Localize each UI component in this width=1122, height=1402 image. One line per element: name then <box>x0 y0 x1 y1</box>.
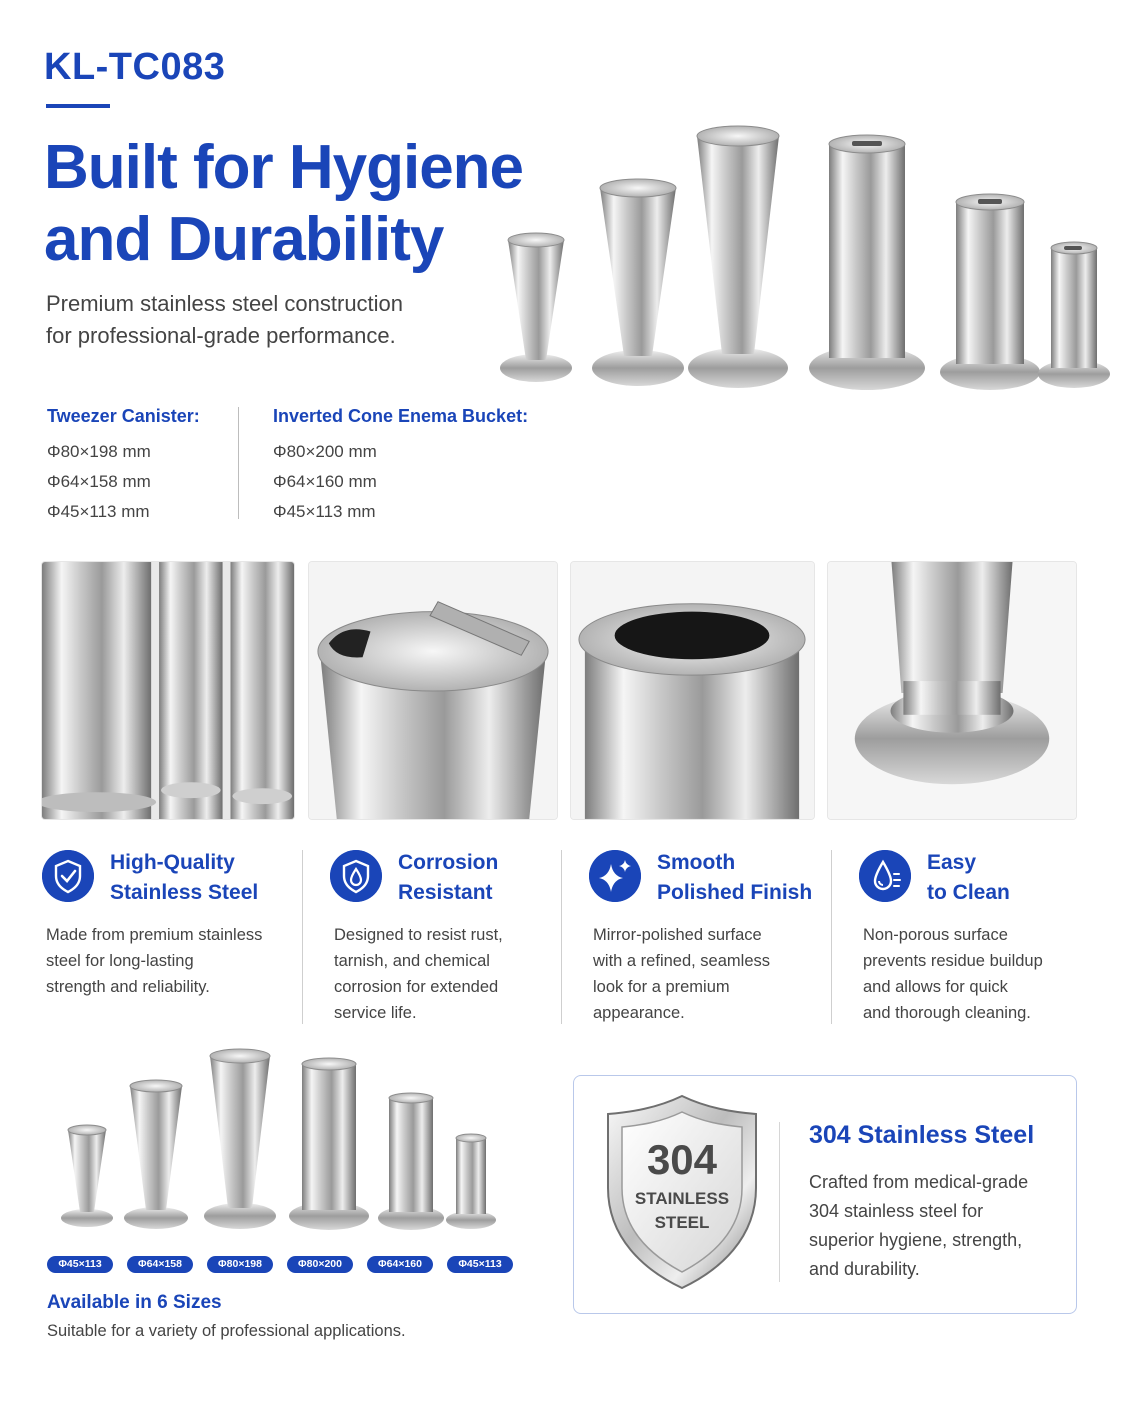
card-title: 304 Stainless Steel <box>809 1121 1035 1149</box>
feature-title-line: Smooth <box>657 851 736 874</box>
card-text-line: and durability. <box>809 1259 920 1279</box>
spec-item: Φ64×158 mm <box>47 472 151 491</box>
headline-line-1: Built for Hygiene <box>44 133 524 202</box>
spec-divider <box>238 407 239 519</box>
feature-divider <box>831 850 832 1024</box>
size-badge: Φ45×113 <box>447 1256 513 1273</box>
size-canister-1 <box>61 1125 113 1227</box>
size-canister-5 <box>378 1093 444 1230</box>
spec-title: Tweezer Canister: <box>47 406 200 426</box>
card-divider <box>779 1122 780 1282</box>
title-underline <box>46 104 110 108</box>
canister-medium-cone <box>592 179 684 386</box>
feature-divider <box>561 850 562 1024</box>
product-model: KL-TC083 <box>44 46 226 88</box>
feature-text-line: Mirror-polished surface <box>593 926 762 944</box>
feature-text-line: with a refined, seamless <box>593 952 770 970</box>
subhead-line-2: for professional-grade performance. <box>46 323 396 348</box>
feature-description <box>334 922 574 1026</box>
page-headline <box>44 132 544 276</box>
page-subheading <box>46 288 466 352</box>
spec-item: Φ80×198 mm <box>47 442 151 461</box>
spec-cone-bucket <box>273 406 528 527</box>
feature-description <box>46 922 286 1000</box>
spec-item: Φ64×160 mm <box>273 472 377 491</box>
shield-line-1: STAINLESS <box>634 1189 730 1208</box>
size-badge: Φ64×158 <box>127 1256 193 1273</box>
size-badge: Φ64×160 <box>367 1256 433 1273</box>
spec-item: Φ80×200 mm <box>273 442 377 461</box>
card-text-line: Crafted from medical-grade <box>809 1172 1029 1192</box>
feature-text-line: prevents residue buildup <box>863 952 1043 970</box>
shield-number: 304 <box>646 1136 718 1183</box>
sizes-subtitle: Suitable for a variety of professional applications. <box>47 1322 406 1340</box>
feature-text-line: steel for long-lasting <box>46 952 194 970</box>
feature-title-line: Stainless Steel <box>110 881 259 904</box>
feature-text-line: corrosion for extended <box>334 978 499 996</box>
water-drop-icon <box>859 850 911 902</box>
size-badge: Φ80×198 <box>207 1256 273 1273</box>
feature-text-line: look for a premium <box>593 978 730 996</box>
feature-divider <box>302 850 303 1024</box>
feature-text-line: Made from premium stainless <box>46 926 263 944</box>
canister-small-cylinder <box>1038 242 1110 388</box>
subhead-line-1: Premium stainless steel construction <box>46 291 404 316</box>
shield-drop-icon <box>330 850 382 902</box>
headline-line-2: and Durability <box>44 205 444 274</box>
detail-photo-base <box>827 561 1077 820</box>
feature-description <box>593 922 833 1026</box>
card-description <box>809 1168 1059 1284</box>
feature-description <box>863 922 1103 1026</box>
feature-text-line: and thorough cleaning. <box>863 1004 1031 1022</box>
detail-photo-rim <box>570 561 815 820</box>
canister-medium-cylinder <box>940 194 1040 390</box>
sparkle-icon <box>589 850 641 902</box>
canister-large-cone <box>688 126 788 388</box>
size-badge: Φ45×113 <box>47 1256 113 1273</box>
shield-check-icon <box>42 850 94 902</box>
size-badge: Φ80×200 <box>287 1256 353 1273</box>
feature-title-line: High-Quality <box>110 851 235 874</box>
feature-title <box>398 848 608 908</box>
size-canister-4 <box>289 1058 369 1230</box>
size-canister-2 <box>124 1080 188 1229</box>
feature-text-line: appearance. <box>593 1004 685 1022</box>
canister-small-cone <box>500 233 572 382</box>
card-text-line: 304 stainless steel for <box>809 1201 984 1221</box>
canister-large-cylinder <box>809 135 925 390</box>
shield-badge-icon <box>602 1092 762 1292</box>
feature-title-line: Easy <box>927 851 977 874</box>
feature-title <box>927 848 1122 908</box>
size-canister-6 <box>446 1134 496 1229</box>
feature-title <box>110 848 320 908</box>
feature-title-line: Resistant <box>398 881 493 904</box>
card-text-line: superior hygiene, strength, <box>809 1230 1023 1250</box>
spec-title: Inverted Cone Enema Bucket: <box>273 406 529 426</box>
feature-title-line: Polished Finish <box>657 881 813 904</box>
sizes-lineup-image <box>40 1048 530 1238</box>
feature-title-line: Corrosion <box>398 851 499 874</box>
feature-text-line: strength and reliability. <box>46 978 210 996</box>
feature-title <box>657 848 867 908</box>
detail-photo-lid <box>308 561 558 820</box>
feature-text-line: tarnish, and chemical <box>334 952 490 970</box>
feature-text-line: Designed to resist rust, <box>334 926 503 944</box>
detail-photo-side-wall <box>41 561 295 820</box>
feature-text-line: Non-porous surface <box>863 926 1008 944</box>
feature-text-line: and allows for quick <box>863 978 1008 996</box>
spec-tweezer-canister <box>47 406 200 527</box>
spec-item: Φ45×113 mm <box>273 502 376 521</box>
feature-title-line: to Clean <box>927 881 1010 904</box>
size-canister-3 <box>204 1049 276 1229</box>
hero-product-image <box>494 124 1114 400</box>
sizes-title: Available in 6 Sizes <box>47 1292 222 1313</box>
spec-item: Φ45×113 mm <box>47 502 150 521</box>
shield-line-2: STEEL <box>654 1213 710 1232</box>
feature-text-line: service life. <box>334 1004 417 1022</box>
